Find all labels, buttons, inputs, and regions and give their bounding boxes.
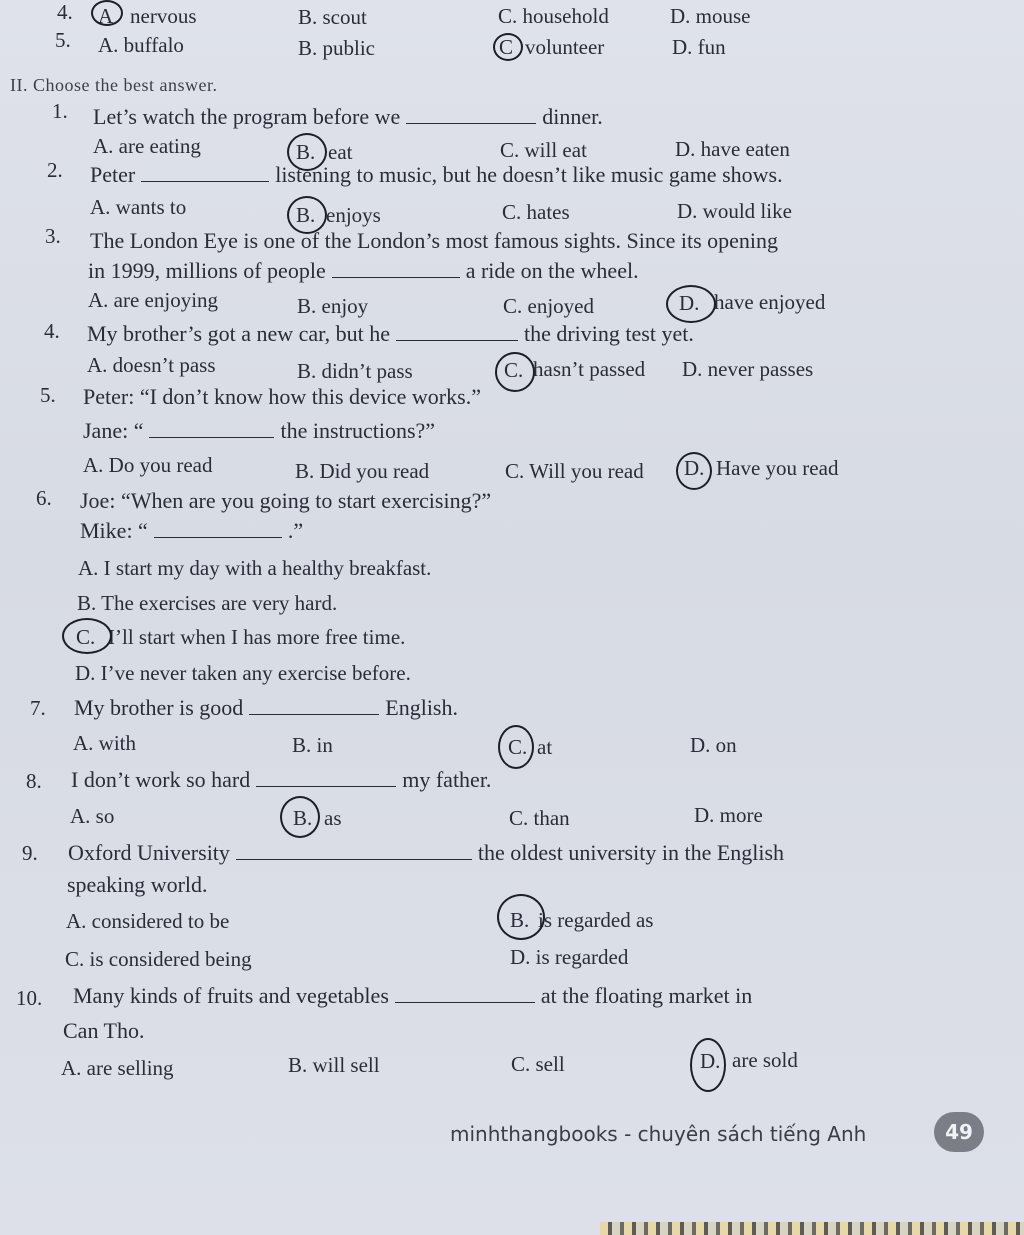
option-a: A. Do you read <box>83 453 213 477</box>
question-text: Joe: “When are you going to start exercising?” <box>80 488 492 513</box>
book-spine-strip <box>600 1222 1024 1235</box>
question-number: 1. <box>52 99 68 123</box>
option-a: A. doesn’t pass <box>87 353 216 377</box>
question-number: 10. <box>16 986 43 1010</box>
section-heading: II. Choose the best answer. <box>10 75 218 95</box>
option-c: hasn’t passed <box>533 357 646 381</box>
option-d-letter: D. <box>700 1049 721 1073</box>
option-b: is regarded as <box>538 908 654 932</box>
question-number: 6. <box>36 486 52 510</box>
option-d: D. mouse <box>670 4 751 28</box>
option-b: B. didn’t pass <box>297 359 413 383</box>
option-d: D. have eaten <box>675 137 790 161</box>
question-number: 4. <box>44 319 60 343</box>
option-d-letter: D. <box>679 291 700 315</box>
question-text: Jane: “ the instructions?” <box>83 418 436 443</box>
question-text: Peter: “I don’t know how this device works.” <box>83 384 481 409</box>
option-a: A. wants to <box>90 195 187 219</box>
option-b: B. scout <box>298 5 367 29</box>
option-b: B. will sell <box>288 1053 380 1077</box>
option-b: B. public <box>298 36 375 60</box>
option-c: C. hates <box>502 200 570 224</box>
question-text: Let’s watch the program before we dinner. <box>93 104 603 129</box>
option-c: at <box>537 735 553 759</box>
question-text: Can Tho. <box>63 1018 145 1043</box>
answer-circle <box>493 33 523 61</box>
option-d: Have you read <box>716 456 839 480</box>
question-text: Peter listening to music, but he doesn’t like music game shows. <box>90 162 783 187</box>
answer-circle <box>497 894 545 940</box>
answer-circle <box>280 796 320 838</box>
option-c: C. household <box>498 4 609 28</box>
answer-circle <box>498 725 534 769</box>
question-text: speaking world. <box>67 872 208 897</box>
option-d: D. I’ve never taken any exercise before. <box>75 661 411 685</box>
question-number: 2. <box>47 158 63 182</box>
page-number-badge: 49 <box>934 1112 984 1152</box>
option-d: D. more <box>694 803 763 827</box>
option-b-letter: B. <box>510 908 530 932</box>
option-b: eat <box>328 140 353 164</box>
option-b: enjoys <box>326 203 381 227</box>
answer-circle <box>676 452 712 490</box>
option-c: C. than <box>509 806 570 830</box>
answer-circle <box>91 0 123 26</box>
question-number: 3. <box>45 224 61 248</box>
option-c: C. is considered being <box>65 947 252 971</box>
option-d: D. would like <box>677 199 792 223</box>
option-a: A. are enjoying <box>88 288 219 312</box>
option-d: are sold <box>732 1048 798 1072</box>
option-b: B. Did you read <box>295 459 430 483</box>
option-d: D. is regarded <box>510 945 629 969</box>
question-number: 8. <box>26 769 42 793</box>
option-a: A. with <box>73 731 136 755</box>
option-a: A. buffalo <box>98 33 184 57</box>
question-text: My brother’s got a new car, but he the driving test yet. <box>87 321 694 346</box>
option-b-letter: B. <box>296 203 316 227</box>
option-a: A. I start my day with a healthy breakfast. <box>78 556 432 580</box>
question-number: 5. <box>40 383 56 407</box>
option-c: C. Will you read <box>505 459 644 483</box>
option-c: C. will eat <box>500 138 587 162</box>
option-c-letter: C. <box>504 358 524 382</box>
option-c-letter: C <box>499 35 514 59</box>
option-a: nervous <box>130 4 197 28</box>
option-b: B. The exercises are very hard. <box>77 591 338 615</box>
option-c: C. enjoyed <box>503 294 594 318</box>
question-number: 5. <box>55 28 71 52</box>
option-c-letter: C. <box>508 735 528 759</box>
question-text: My brother is good English. <box>74 695 458 720</box>
question-text: The London Eye is one of the London’s most famous sights. Since its opening <box>90 228 779 253</box>
option-b-letter: B. <box>296 140 316 164</box>
answer-circle <box>495 352 535 392</box>
question-text: Mike: “ .” <box>80 518 304 543</box>
question-text: in 1999, millions of people a ride on the wheel. <box>88 258 639 283</box>
answer-circle <box>666 285 716 323</box>
option-b: B. in <box>292 733 333 757</box>
question-number: 4. <box>57 0 73 24</box>
publisher-footer: minhthangbooks - chuyên sách tiếng Anh <box>450 1122 867 1146</box>
option-a: A. are eating <box>93 134 201 158</box>
option-c: I’ll start when I has more free time. <box>108 625 406 649</box>
option-a: A. considered to be <box>66 909 230 933</box>
option-d: have enjoyed <box>714 290 826 314</box>
question-text: Oxford University the oldest university in the English <box>68 840 785 865</box>
question-text: Many kinds of fruits and vegetables at the floating market in <box>73 983 753 1008</box>
option-a: A. are selling <box>61 1056 174 1080</box>
option-c: C. sell <box>511 1052 565 1076</box>
option-d: D. fun <box>672 35 726 59</box>
option-b: as <box>324 806 342 830</box>
question-text: I don’t work so hard my father. <box>71 767 492 792</box>
answer-circle <box>690 1038 726 1092</box>
answer-circle <box>62 618 112 654</box>
question-number: 9. <box>22 841 38 865</box>
option-c: volunteer <box>525 35 605 59</box>
question-number: 7. <box>30 696 46 720</box>
option-a: A. so <box>70 804 115 828</box>
option-a-letter: A <box>98 4 114 28</box>
option-c-letter: C. <box>76 625 96 649</box>
option-d-letter: D. <box>684 456 705 480</box>
option-b: B. enjoy <box>297 294 369 318</box>
option-d: D. never passes <box>682 357 814 381</box>
option-d: D. on <box>690 733 737 757</box>
option-b-letter: B. <box>293 806 313 830</box>
